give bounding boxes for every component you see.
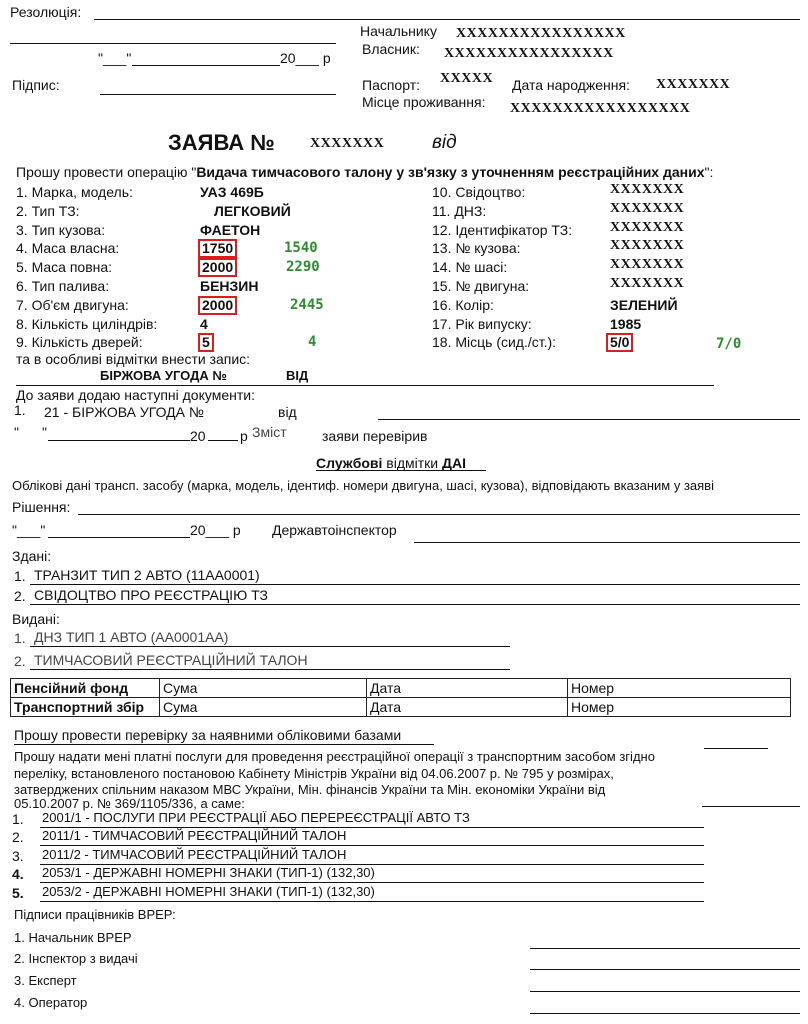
list-item-number: 1. [14,568,26,584]
request-suffix: ": [704,164,714,180]
vehicle-field-label: 9. Кількість дверей: [16,334,143,350]
birth-label: Дата народження: [512,77,630,93]
application-number: XXXXXXX [310,136,385,151]
handwritten-correction: 2445 [290,297,324,313]
vehicle-field-value: 2000 [198,258,237,277]
decision-line [78,514,800,515]
attached-date-quote: " [14,424,19,440]
attached-item1-num: 1. [14,402,26,418]
issued-label: Видані: [12,611,60,627]
attached-label: До заяви додаю наступні документи: [16,387,255,403]
service-title-underline [316,470,486,471]
list-item-line [30,584,800,585]
signature-label: Підпис: [12,77,60,93]
checked-rest: заяви перевірив [322,428,428,444]
vehicle-field-label: 16. Колір: [432,297,494,313]
signature-item: 2. Інспектор з видачі [14,951,138,966]
signature-line [530,1013,800,1014]
services-text-4: 05.10.2007 р. № 369/1105/336, а саме: [14,796,245,811]
list-item: СВІДОЦТВО ПРО РЕЄСТРАЦІЮ ТЗ [34,587,268,603]
signature-line [530,991,800,992]
service-date-quote: "___" [12,522,46,538]
residence-label: Місце проживання: [362,94,486,110]
vehicle-field-label: 2. Тип ТЗ: [16,203,80,219]
fees-cell-date: Дата [367,698,568,717]
decision-label: Рішення: [12,499,71,515]
list-item-number: 2. [14,588,26,604]
vehicle-field-label: 8. Кількість циліндрів: [16,316,158,332]
attached-year-line [208,440,238,441]
service-item: 2011/1 - ТИМЧАСОВИЙ РЕЄСТРАЦІЙНИЙ ТАЛОН [42,828,347,843]
check-text: Прошу провести перевірку за наявними обліковими базами [14,727,402,743]
request-operation: Видача тимчасового талону у зв'язку з уточненням реєстраційних даних [196,164,705,180]
resolution-line [94,19,800,20]
resolution-label: Резолюція: [10,4,82,20]
handwritten-correction: 1540 [284,240,318,256]
vehicle-field-value: 5/0 [606,333,633,352]
service-item: 2053/1 - ДЕРЖАВНІ НОМЕРНІ ЗНАКИ (ТИП-1) (132,30) [42,865,375,880]
service-item-line [40,882,704,883]
list-item-line [30,604,800,605]
vehicle-field-label: 4. Маса власна: [16,240,120,256]
fees-cell-name: Пенсійний фонд [11,679,160,698]
registry-text: Облікові дані трансп. засобу (марка, модель, ідентиф. номери двигуна, шасі, кузова), відповідають вказаним у заяві [12,478,714,493]
vehicle-field-label: 14. № шасі: [432,259,508,275]
list-item: ТРАНЗИТ ТИП 2 АВТО (11АА0001) [34,567,260,583]
special-marks-from: ВІД [286,368,309,383]
signature-item: 4. Оператор [14,995,88,1010]
fees-cell-number: Номер [568,698,791,717]
special-marks-line [16,385,714,386]
fees-table [10,678,791,717]
service-title-c: ДАІ [442,455,466,471]
signature-line [530,948,800,949]
vehicle-field-label: 18. Місць (сид./ст.): [432,334,557,350]
list-item-line [30,669,510,670]
list-item: ДНЗ ТИП 1 АВТО (АА0001АА) [34,629,229,645]
residence-value: XXXXXXXXXXXXXXXXX [510,101,691,116]
services-text-3: затверджених спільним наказом МВС України, Мін. фінансів України та Мін. економіки України від [14,782,606,797]
handwritten-correction: 2290 [286,259,320,275]
vehicle-field-value: XXXXXXX [610,201,685,216]
vehicle-field-value: ЗЕЛЕНИЙ [610,297,678,313]
vehicle-field-value: 2000 [198,296,237,315]
attached-item1: 21 - БІРЖОВА УГОДА № [44,404,204,420]
service-item-number: 1. [12,811,24,827]
service-item: 2053/2 - ДЕРЖАВНІ НОМЕРНІ ЗНАКИ (ТИП-1) (132,30) [42,884,375,899]
vehicle-field-value: XXXXXXX [610,257,685,272]
service-title [316,455,466,471]
services-text-1: Прошу надати мені платні послуги для проведення реєстраційної операції з транспортним засобом згідно [14,749,655,764]
list-item-line [30,646,510,647]
vehicle-field-value: XXXXXXX [610,238,685,253]
vehicle-field-label: 17. Рік випуску: [432,316,532,332]
vehicle-field-value: 5 [198,333,214,352]
vehicle-field-value: XXXXXXX [610,182,685,197]
fees-cell-date: Дата [367,679,568,698]
service-item-number: 4. [12,866,24,882]
submitted-label: Здані: [12,548,52,564]
service-item-line [40,901,704,902]
birth-value: XXXXXXX [656,77,731,92]
special-marks-value: БІРЖОВА УГОДА № [100,368,227,383]
inspector-label: Державтоінспектор [272,522,397,538]
service-title-b: відмітки [386,455,439,471]
list-item-number: 1. [14,630,26,646]
list-item-number: 2. [14,653,26,669]
vehicle-field-label: 15. № двигуна: [432,278,530,294]
attached-date-quote2: " [42,424,47,440]
header-date-quote: "___" [98,50,132,66]
vehicle-field-value: 1750 [198,239,237,258]
special-marks-label: та в особливі відмітки внести запис: [16,351,251,367]
fees-cell-name: Транспортний збір [11,698,160,717]
handwritten-correction: 7/0 [716,336,742,352]
vehicle-field-label: 1. Марка, модель: [16,184,133,200]
service-item: 2001/1 - ПОСЛУГИ ПРИ РЕЄСТРАЦІЇ АБО ПЕРЕРЕЄСТРАЦІЇ АВТО ТЗ [42,810,470,825]
service-item-line [40,845,704,846]
attached-item1-from: від [278,404,297,420]
signature-item: 1. Начальник ВРЕР [14,930,132,945]
application-title: ЗАЯВА № [168,130,275,155]
header-date-year: 20___ р [280,50,331,66]
passport-value: XXXXX [440,71,494,86]
header-date-line [132,65,280,66]
service-item-number: 5. [12,885,24,901]
services-side-line [702,806,800,807]
vehicle-field-value: ЛЕГКОВИЙ [214,203,291,219]
vehicle-field-label: 7. Об'єм двигуна: [16,297,129,313]
chief-value: XXXXXXXXXXXXXXXX [456,26,626,41]
application-from: від [432,132,457,153]
service-date-line [48,537,190,538]
check-side-line [704,748,768,749]
checked-word: Зміст [252,424,287,440]
services-text-2: переліку, встановленого постановою Кабінету Міністрів України від 04.06.2007 р. № 795 у розмірах, [14,766,614,781]
vehicle-field-label: 10. Свідоцтво: [432,184,526,200]
resolution-line-2 [10,43,336,44]
attached-date-line [48,440,190,441]
fees-row [11,698,791,717]
service-date-year: 20___ р [190,522,241,538]
fees-cell-number: Номер [568,679,791,698]
request-prefix: Прошу провести операцію " [16,164,197,180]
service-item-number: 2. [12,829,24,845]
attached-line [378,419,800,420]
fees-cell-sum: Сума [160,698,367,717]
handwritten-correction: 4 [308,334,317,350]
vehicle-field-value: XXXXXXX [610,276,685,291]
inspector-line [414,542,800,543]
service-item: 2011/2 - ТИМЧАСОВИЙ РЕЄСТРАЦІЙНИЙ ТАЛОН [42,847,347,862]
owner-value: XXXXXXXXXXXXXXXX [444,46,614,61]
vehicle-field-label: 13. № кузова: [432,240,521,256]
vehicle-field-label: 12. Ідентифікатор ТЗ: [432,222,573,238]
attached-date-year: 20 [190,428,206,444]
attached-date-r: р [240,428,248,444]
vehicle-field-value: БЕНЗИН [200,278,259,294]
signature-line [530,969,800,970]
vehicle-field-label: 3. Тип кузова: [16,222,106,238]
vehicle-field-value: УАЗ 469Б [200,184,264,200]
service-title-a: Службові [316,455,383,471]
fees-row [11,679,791,698]
list-item: ТИМЧАСОВИЙ РЕЄСТРАЦІЙНИЙ ТАЛОН [34,652,308,668]
passport-label: Паспорт: [362,77,420,93]
check-underline [14,744,434,745]
owner-label: Власник: [362,41,420,57]
vehicle-field-label: 5. Маса повна: [16,259,113,275]
vehicle-field-value: XXXXXXX [610,220,685,235]
signatures-label: Підписи працівників ВРЕР: [14,907,176,922]
request-line [16,164,713,180]
fees-cell-sum: Сума [160,679,367,698]
vehicle-field-label: 6. Тип палива: [16,278,110,294]
vehicle-field-value: 4 [200,316,208,332]
signature-line [100,94,336,95]
vehicle-field-label: 11. ДНЗ: [432,203,487,219]
vehicle-field-value: 1985 [610,316,642,332]
chief-label: Начальнику [360,23,437,39]
signature-item: 3. Експерт [14,973,77,988]
vehicle-field-value: ФАЕТОН [200,222,261,238]
service-item-number: 3. [12,848,24,864]
